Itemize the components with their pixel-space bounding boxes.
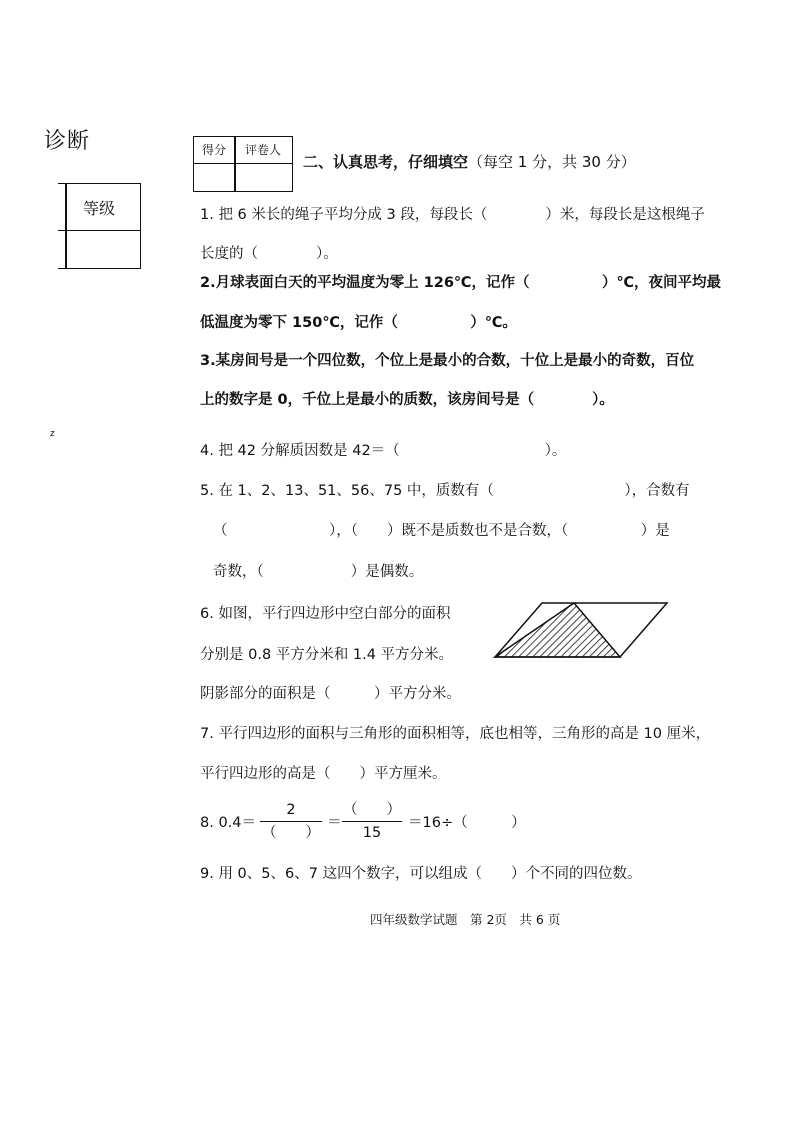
parallelogram-figure (490, 600, 670, 662)
fraction-1 (260, 801, 322, 842)
question-8-equals: ＝ (327, 815, 342, 831)
grader-header: 评卷人 (234, 137, 292, 164)
fraction-1-denominator: （ ） (262, 825, 320, 842)
score-header: 得分 (194, 137, 234, 164)
question-5-line-3: 奇数，（ ）是偶数。 (213, 564, 424, 580)
question-1-line-1: 1. 把 6 米长的绳子平均分成 3 段，每段长（ ）米，每段长是这根绳子 (200, 207, 705, 223)
fraction-2-denominator: 15 (362, 825, 382, 842)
grade-label: 等级 (58, 184, 140, 231)
fraction-1-numerator: 2 (286, 802, 296, 818)
question-5-line-1: 5. 在 1、2、13、51、56、75 中，质数有（ ），合数有 (200, 483, 690, 499)
question-3-line-2: 上的数字是 0，千位上是最小的质数，该房间号是（ ）。 (200, 392, 614, 408)
question-5-line-2: （ ），（ ）既不是质数也不是合数，（ ）是 (213, 523, 670, 539)
question-7-line-2: 平行四边形的高是（ ）平方厘米。 (200, 766, 447, 782)
question-4: 4. 把 42 分解质因数是 42＝（ ）。 (200, 443, 567, 459)
left-fragment-title: 诊断 (44, 129, 91, 154)
fraction-1-bar (260, 821, 322, 822)
section-score-note: （每空 1 分，共 30 分） (468, 153, 636, 171)
question-2-line-2: 低温度为零下 150℃，记作（ ）℃。 (200, 315, 517, 331)
section-title (303, 152, 636, 172)
fraction-2-bar (342, 821, 402, 822)
question-2-line-1: 2.月球表面白天的平均温度为零上 126℃，记作（ ）℃，夜间平均最 (200, 275, 722, 291)
grade-box-divider (65, 184, 67, 268)
fraction-2-numerator: （ ） (343, 802, 401, 818)
page-footer: 四年级数学试题 第 2页 共 6 页 (370, 912, 561, 927)
grade-box (58, 183, 141, 269)
question-9: 9. 用 0、5、6、7 这四个数字，可以组成（ ）个不同的四位数。 (200, 866, 642, 882)
section-title-text: 二、认真思考，仔细填空 (303, 153, 469, 171)
question-8-suffix: ＝16÷（ ） (408, 815, 526, 831)
score-table-divider (234, 137, 236, 191)
score-table (193, 136, 293, 192)
shaded-triangle (495, 603, 620, 657)
question-3-line-1: 3.某房间号是一个四位数，个位上是最小的合数，十位上是最小的奇数，百位 (200, 353, 695, 369)
stray-mark: z (50, 429, 55, 439)
question-7-line-1: 7. 平行四边形的面积与三角形的面积相等，底也相等，三角形的高是 10 厘米， (200, 726, 711, 742)
fraction-2 (342, 801, 402, 842)
question-1-line-2: 长度的（ ）。 (200, 246, 338, 262)
question-6-line-3: 阴影部分的面积是（ ）平方分米。 (200, 686, 461, 702)
question-8-prefix: 8. 0.4＝ (200, 815, 257, 831)
question-6-line-2: 分别是 0.8 平方分米和 1.4 平方分米。 (200, 647, 454, 663)
question-6-line-1: 6. 如图，平行四边形中空白部分的面积 (200, 606, 451, 622)
